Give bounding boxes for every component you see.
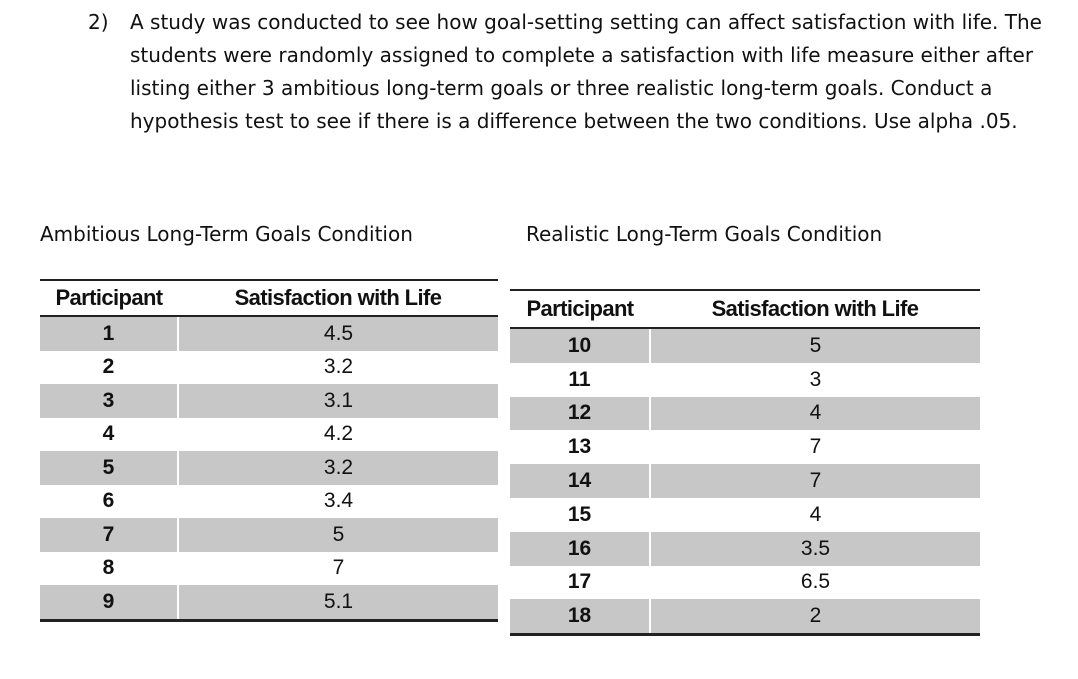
table-row	[40, 384, 498, 418]
table-row	[510, 397, 980, 431]
satisfaction-cell: 4	[650, 397, 980, 431]
participant-cell: 15	[510, 498, 650, 532]
table-row	[40, 316, 498, 351]
participant-cell: 10	[510, 328, 650, 363]
satisfaction-header: Satisfaction with Life	[178, 280, 498, 316]
participant-cell: 8	[40, 552, 178, 586]
table-row	[510, 532, 980, 566]
participant-cell: 6	[40, 485, 178, 519]
table-header-row	[510, 290, 980, 328]
table-row	[40, 351, 498, 385]
table-row	[510, 430, 980, 464]
satisfaction-cell: 2	[650, 599, 980, 634]
satisfaction-cell: 3.1	[178, 384, 498, 418]
realistic-table	[510, 289, 980, 636]
table-row	[40, 418, 498, 452]
table-row	[40, 518, 498, 552]
satisfaction-cell: 3.2	[178, 451, 498, 485]
participant-cell: 4	[40, 418, 178, 452]
table-row	[40, 585, 498, 620]
question-text: A study was conducted to see how goal-setting setting can affect satisfaction with life. The students were randomly assigned to complete a satisfaction with life measure either after listing either 3 ambitious long-term goals or three realistic long-term goals. Conduct a hypothesis test to see if there is a difference between the two conditions. Use alpha .05.	[130, 10, 1042, 133]
participant-cell: 12	[510, 397, 650, 431]
satisfaction-cell: 7	[809, 435, 822, 459]
participant-cell: 5	[40, 451, 178, 485]
ambitious-condition-title: Ambitious Long-Term Goals Condition	[40, 222, 413, 246]
table-row	[510, 464, 980, 498]
participant-cell: 13	[510, 430, 650, 464]
satisfaction-cell: 3	[809, 367, 822, 391]
satisfaction-cell: 4.2	[323, 422, 354, 446]
table-header-row	[40, 280, 498, 316]
participant-cell: 11	[510, 363, 650, 397]
participant-cell: 7	[40, 518, 178, 552]
satisfaction-cell: 5.1	[178, 585, 498, 620]
participant-cell: 17	[510, 566, 650, 600]
satisfaction-cell: 3.4	[323, 489, 354, 513]
question-number: 2)	[88, 10, 109, 34]
satisfaction-cell: 7	[332, 556, 345, 580]
participant-header: Participant	[40, 280, 178, 316]
table-row	[40, 485, 498, 519]
table-row	[510, 599, 980, 634]
satisfaction-header: Satisfaction with Life	[650, 290, 980, 328]
realistic-condition-title: Realistic Long-Term Goals Condition	[526, 222, 883, 246]
table-row	[510, 566, 980, 600]
satisfaction-cell: 5	[178, 518, 498, 552]
participant-cell: 9	[40, 585, 178, 620]
satisfaction-cell: 4	[809, 502, 822, 526]
participant-cell: 2	[40, 351, 178, 385]
table-row	[40, 552, 498, 586]
table-row	[510, 328, 980, 363]
participant-cell: 1	[40, 316, 178, 351]
satisfaction-cell: 6.5	[800, 570, 831, 594]
satisfaction-cell: 3.5	[650, 532, 980, 566]
participant-cell: 3	[40, 384, 178, 418]
participant-header: Participant	[510, 290, 650, 328]
ambitious-table	[40, 279, 498, 622]
participant-cell: 14	[510, 464, 650, 498]
satisfaction-cell: 4.5	[178, 316, 498, 351]
table-row	[510, 363, 980, 397]
table-row	[510, 498, 980, 532]
satisfaction-cell: 7	[650, 464, 980, 498]
table-row	[40, 451, 498, 485]
satisfaction-cell: 3.2	[323, 355, 354, 379]
participant-cell: 16	[510, 532, 650, 566]
satisfaction-cell: 5	[650, 328, 980, 363]
participant-cell: 18	[510, 599, 650, 634]
